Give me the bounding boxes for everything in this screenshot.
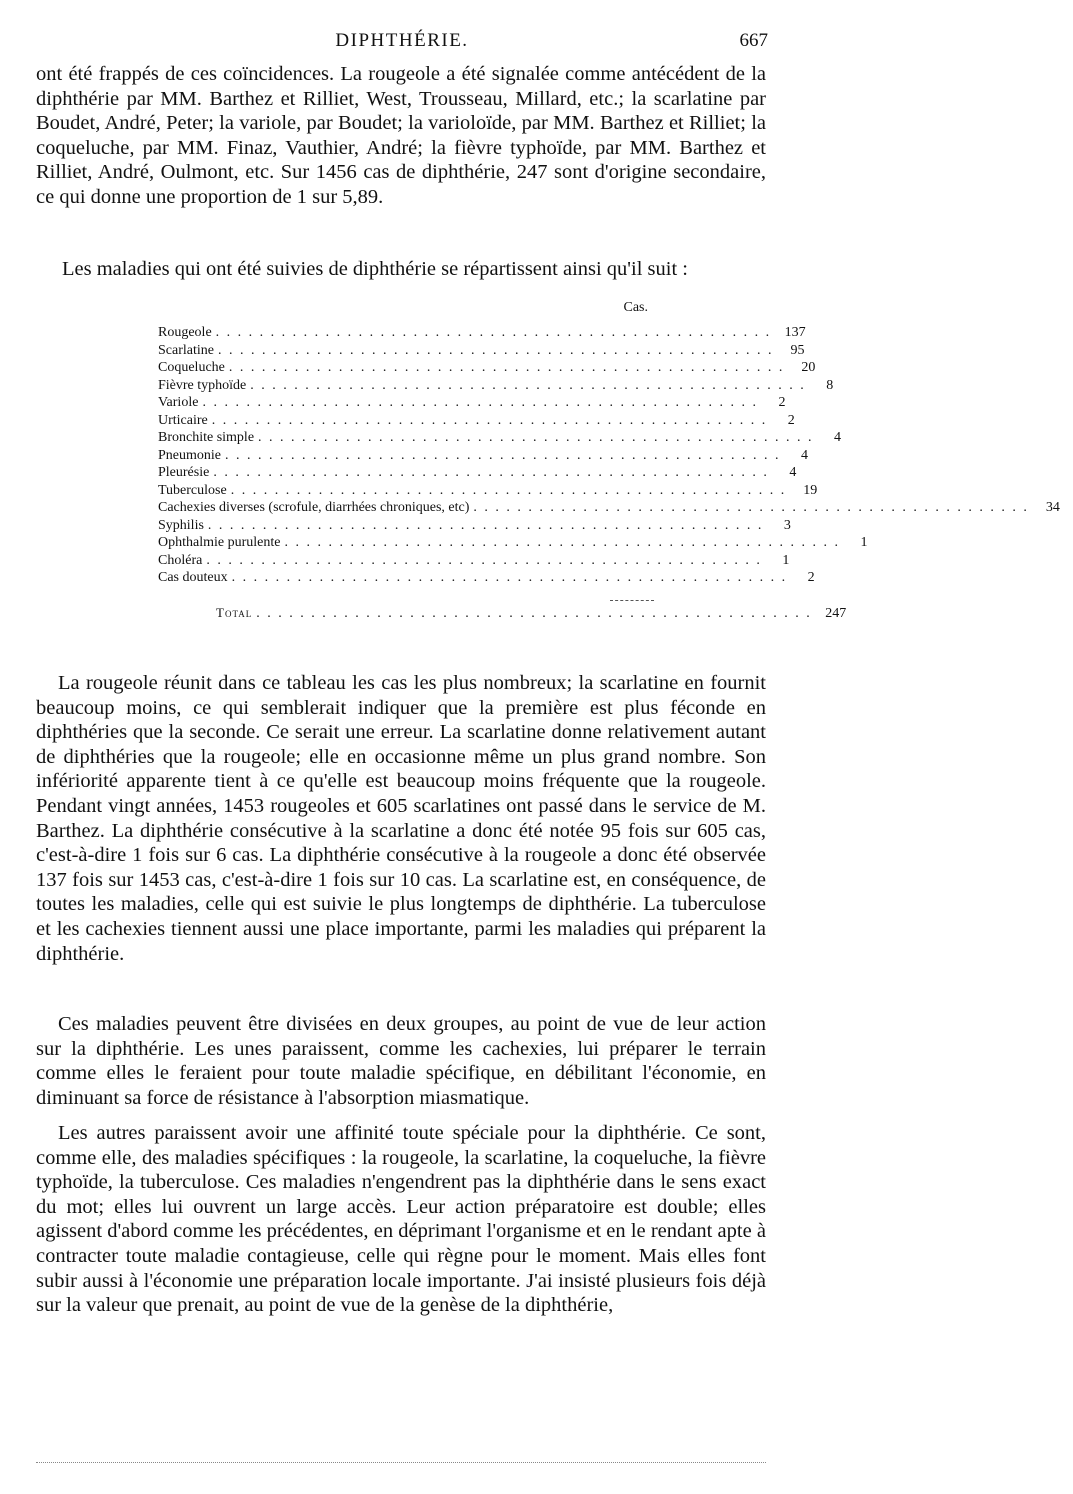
table-row-label: Rougeole xyxy=(158,325,212,340)
table-row-leader: . . . . . . . . . . . . . . . . . . . . . . . . . . . . . . . . . . . . . . . . . . . . . . . . . . . xyxy=(284,535,840,550)
table-row-leader: . . . . . . . . . . . . . . . . . . . . . . . . . . . . . . . . . . . . . . . . . . . . . . . . . . . xyxy=(207,517,764,533)
table-row xyxy=(158,429,842,447)
table-row xyxy=(158,394,786,412)
table-row-value: 4 xyxy=(801,447,808,463)
table-row-value: 8 xyxy=(826,377,834,393)
table-row-value: 34 xyxy=(1045,500,1060,515)
table-row-label: Variole xyxy=(158,395,199,410)
table-row-value: 137 xyxy=(784,325,806,340)
table-row-leader: . . . . . . . . . . . . . . . . . . . . . . . . . . . . . . . . . . . . . . . . . . . . . . . . . . . xyxy=(473,500,1029,515)
table-row-value: 4 xyxy=(834,430,842,445)
table-total-row xyxy=(216,604,847,622)
paragraph-3: La rougeole réunit dans ce tableau les cas les plus nombreux; la scarlatine en fournit beaucoup moins, ce qui semblerait indiquer que la première est plus féconde en diphthéries que la seconde. Ce serait une erreur. La scarlatine donne relativement autant de diphthéries que la rougeole; elle en occasionne même un plus grand nombre. Son infériorité apparente tient à ce qu'elle est beaucoup moins fréquente que la rougeole. Pendant vingt années, 1453 rougeoles et 605 scarlatines ont passé dans le service de M. Barthez. La diphthérie consécutive à la scarlatine a donc été notée 95 fois sur 605 cas, c'est-à-dire 1 fois sur 6 cas. La diphthérie consécutive à la rougeole a donc été observée 137 fois sur 1453 cas, c'est-à-dire 1 fois sur 10 cas. La scarlatine est, en conséquence, de toutes les maladies, celle qui est suivie le plus longtemps de diphthérie. La tuberculose et les cachexies tiennent aussi une place importante, parmi les maladies qui préparent la diphthérie. xyxy=(36,672,766,965)
table-row-leader: . . . . . . . . . . . . . . . . . . . . . . . . . . . . . . . . . . . . . . . . . . . . . . . . . . . xyxy=(202,395,758,410)
table-row-leader: . . . . . . . . . . . . . . . . . . . . . . . . . . . . . . . . . . . . . . . . . . . . . . . . . . . xyxy=(258,430,814,445)
table-row-label: Coqueluche xyxy=(158,360,225,375)
table-row-leader: . . . . . . . . . . . . . . . . . . . . . . . . . . . . . . . . . . . . . . . . . . . . . . . . . . . xyxy=(213,465,769,480)
table-row-label: Pneumonie xyxy=(158,447,221,463)
table-row xyxy=(158,534,868,552)
table-row xyxy=(158,517,791,535)
table-row-value: 2 xyxy=(778,395,786,410)
table-row xyxy=(158,324,806,342)
table-row xyxy=(158,482,818,500)
bottom-rule xyxy=(36,1462,766,1463)
table-row-label: Choléra xyxy=(158,552,203,568)
table-row-value: 2 xyxy=(807,570,815,585)
table-row-leader: . . . . . . . . . . . . . . . . . . . . . . . . . . . . . . . . . . . . . . . . . . . . . . . . . . . xyxy=(217,342,774,358)
table-row-leader: . . . . . . . . . . . . . . . . . . . . . . . . . . . . . . . . . . . . . . . . . . . . . . . . . . . xyxy=(230,482,787,498)
table-row-label: Pleurésie xyxy=(158,465,210,480)
table-row-value: 20 xyxy=(801,360,816,375)
table-row xyxy=(158,412,795,430)
table-row-leader: . . . . . . . . . . . . . . . . . . . . . . . . . . . . . . . . . . . . . . . . . . . . . . . . . . . xyxy=(215,325,772,340)
table-row xyxy=(158,377,834,395)
table-row-value: 3 xyxy=(783,517,791,533)
table-row-value: 1 xyxy=(782,552,790,568)
total-rule xyxy=(610,600,654,601)
table-row-value: 95 xyxy=(790,342,805,358)
table-row-label: Ophthalmie purulente xyxy=(158,535,281,550)
table-row xyxy=(158,464,797,482)
table-row-value: 19 xyxy=(803,482,818,498)
table-row xyxy=(158,499,1060,517)
paragraph-1: ont été frappés de ces coïncidences. La rougeole a été signalée comme antécédent de la diphthérie par MM. Barthez et Rilliet, West, Trousseau, Millard, etc.; la scarlatine par Boudet, André, Peter; la variole, par Boudet; la varioloïde, par MM. Barthez et Rilliet; la coqueluche, par MM. Finaz, Vauthier, André; la fièvre typhoïde, par MM. Barthez et Rilliet, André, Oulmont, etc. Sur 1456 cas de diphthérie, 247 sont d'origine secondaire, ce qui donne une proportion de 1 sur 5,89. xyxy=(36,63,766,208)
table-row-value: 4 xyxy=(789,465,797,480)
total-leader: . . . . . . . . . . . . . . . . . . . . . . . . . . . . . . . . . . . . . . . . . . . . . . . . . . . xyxy=(256,606,812,621)
table-row-leader: . . . . . . . . . . . . . . . . . . . . . . . . . . . . . . . . . . . . . . . . . . . . . . . . . . . xyxy=(228,360,785,375)
table-row-label: Tuberculose xyxy=(158,482,227,498)
paragraph-2: Les maladies qui ont été suivies de diphthérie se répartissent ainsi qu'il suit : xyxy=(62,258,688,280)
total-value: 247 xyxy=(825,606,847,621)
table-row xyxy=(158,342,805,360)
total-label: Total xyxy=(216,605,253,620)
page-number: 667 xyxy=(739,30,768,51)
table-row-label: Cachexies diverses (scrofule, diarrhées chroniques, etc) xyxy=(158,500,470,515)
table-row-value: 2 xyxy=(787,412,795,428)
table-column-header: Cas. xyxy=(623,300,648,315)
paragraph-5: Les autres paraissent avoir une affinité toute spéciale pour la diphthérie. Ce sont, comme elle, des maladies spécifiques : la rougeole, la scarlatine, la coqueluche, la fièvre typhoïde, la tuberculose. Ces maladies n'engendrent pas la diphthérie dans le sens exact du mot; elles lui ouvrent un large accès. Leur action préparatoire est double; elles agissent d'abord comme les précédentes, en déprimant l'organisme et en le rendant apte à contracter toute maladie contagieuse, celle qui règne pour le moment. Mais elles font subir aussi à l'économie une préparation locale importante. J'ai insisté plusieurs fois déjà sur la valeur que prenait, au point de vue de la genèse de la diphthérie, xyxy=(36,1122,766,1317)
table-rows xyxy=(158,324,1060,587)
table-row-leader: . . . . . . . . . . . . . . . . . . . . . . . . . . . . . . . . . . . . . . . . . . . . . . . . . . . xyxy=(206,552,762,568)
page-title: DIPHTHÉRIE. xyxy=(335,30,469,51)
table-row-label: Cas douteux xyxy=(158,570,228,585)
table-row-label: Bronchite simple xyxy=(158,430,255,445)
table-row xyxy=(158,359,816,377)
table-row-value: 1 xyxy=(860,535,868,550)
paragraph-4: Ces maladies peuvent être divisées en deux groupes, au point de vue de leur action sur la diphthérie. Les unes paraissent, comme les cachexies, lui préparer le terrain comme elles le feraient pour toute maladie spécifique, en débilitant l'économie, en diminuant sa force de résistance à l'absorption miasmatique. xyxy=(36,1013,766,1109)
running-head xyxy=(36,30,768,56)
table-row xyxy=(158,569,815,587)
table-row xyxy=(158,447,808,465)
table-row-leader: . . . . . . . . . . . . . . . . . . . . . . . . . . . . . . . . . . . . . . . . . . . . . . . . . . . xyxy=(225,447,781,463)
table-row-label: Syphilis xyxy=(158,517,204,533)
table-row-label: Scarlatine xyxy=(158,342,214,358)
table-row-label: Fièvre typhoïde xyxy=(158,377,247,393)
table-row-leader: . . . . . . . . . . . . . . . . . . . . . . . . . . . . . . . . . . . . . . . . . . . . . . . . . . . xyxy=(231,570,788,585)
table-row-leader: . . . . . . . . . . . . . . . . . . . . . . . . . . . . . . . . . . . . . . . . . . . . . . . . . . . xyxy=(211,412,768,428)
table-row xyxy=(158,552,790,570)
table-row-label: Urticaire xyxy=(158,412,208,428)
table-row-leader: . . . . . . . . . . . . . . . . . . . . . . . . . . . . . . . . . . . . . . . . . . . . . . . . . . . xyxy=(250,377,806,393)
